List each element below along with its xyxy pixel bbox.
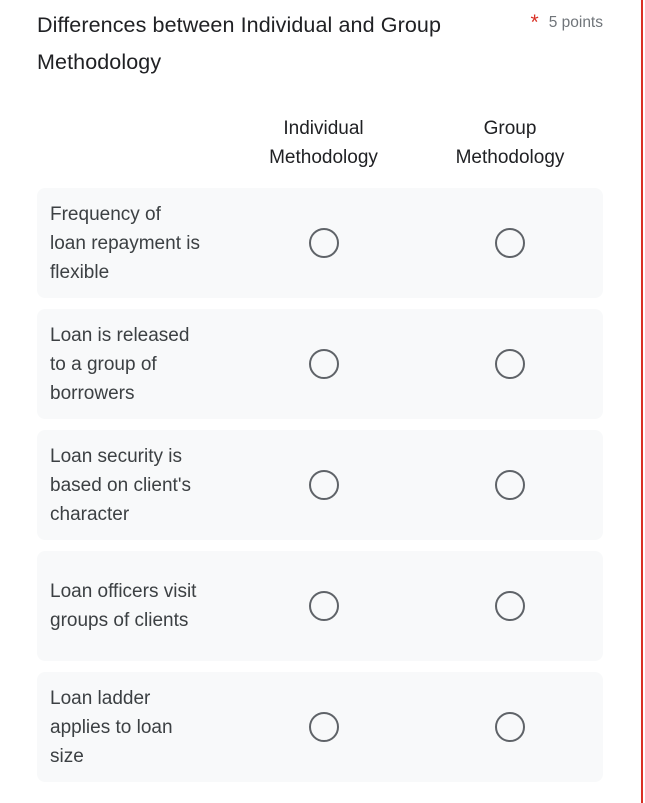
radio-cell [230, 712, 417, 742]
column-header-group: Group Methodology [455, 118, 565, 168]
row-label: Loan is released to a group of borrowers [50, 324, 190, 404]
row-label: Loan ladder applies to loan size [50, 687, 173, 767]
question-card [37, 0, 603, 793]
radio-cell [230, 470, 417, 500]
column-header-individual: Individual Methodology [269, 118, 378, 168]
table-row [37, 309, 603, 419]
radio-row4-individual[interactable] [309, 591, 339, 621]
radio-cell [417, 349, 603, 379]
grid-rows [37, 188, 603, 782]
radio-cell [230, 228, 417, 258]
points-badge: 5 points [548, 14, 603, 31]
radio-cell [417, 228, 603, 258]
table-row [37, 188, 603, 298]
row-label: Loan officers visit groups of clients [50, 581, 197, 631]
radio-row3-group[interactable] [495, 470, 525, 500]
required-asterisk-icon: * [530, 11, 539, 34]
radio-row1-group[interactable] [495, 228, 525, 258]
row-label: Frequency of loan repayment is flexible [50, 203, 200, 283]
question-header [37, 0, 603, 81]
radio-row5-group[interactable] [495, 712, 525, 742]
grid-column-headers [37, 114, 603, 172]
question-meta [531, 7, 603, 36]
radio-cell [230, 591, 417, 621]
row-label: Loan security is based on client's character [50, 445, 191, 525]
radio-cell [230, 349, 417, 379]
radio-row1-individual[interactable] [309, 228, 339, 258]
table-row [37, 551, 603, 661]
table-row [37, 672, 603, 782]
required-error-border [641, 0, 643, 803]
radio-row3-individual[interactable] [309, 470, 339, 500]
grid-header-spacer [37, 114, 230, 172]
radio-row2-group[interactable] [495, 349, 525, 379]
radio-row4-group[interactable] [495, 591, 525, 621]
radio-cell [417, 591, 603, 621]
question-title: Differences between Individual and Group Methodology [37, 13, 441, 74]
radio-row5-individual[interactable] [309, 712, 339, 742]
radio-cell [417, 470, 603, 500]
table-row [37, 430, 603, 540]
radio-row2-individual[interactable] [309, 349, 339, 379]
radio-cell [417, 712, 603, 742]
